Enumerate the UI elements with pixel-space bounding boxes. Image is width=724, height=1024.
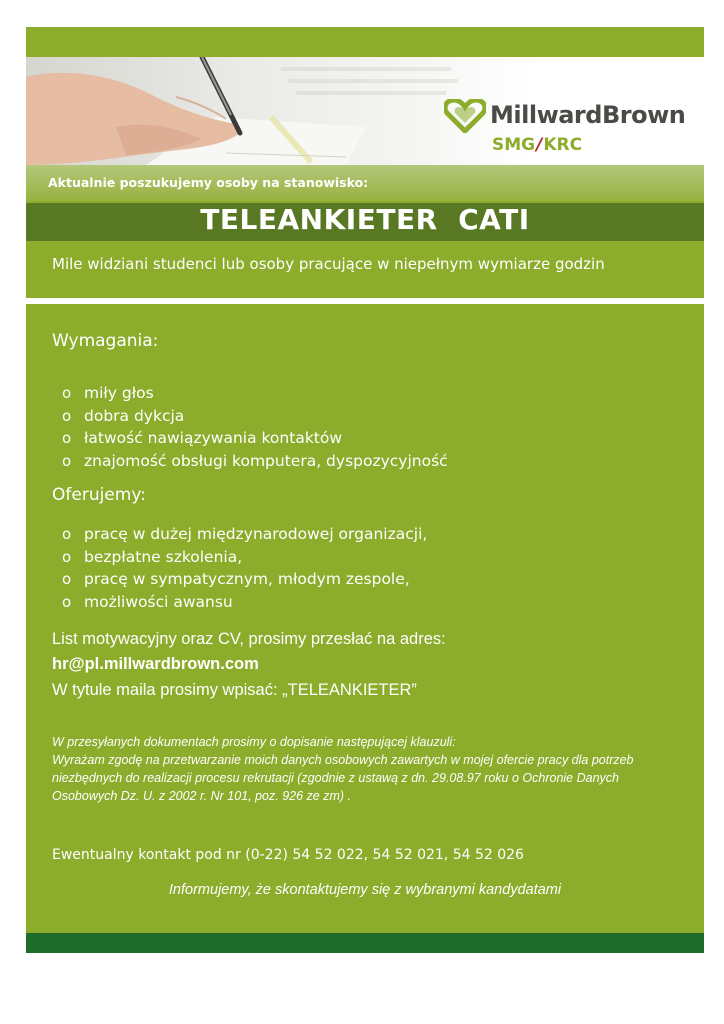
list-item bbox=[62, 591, 427, 614]
list-item bbox=[62, 427, 448, 450]
logo-name: MillwardBrown bbox=[490, 101, 686, 129]
offer-text: możliwości awansu bbox=[84, 592, 233, 611]
list-item bbox=[62, 382, 448, 405]
clause-line: W przesyłanych dokumentach prosimy o dopisanie następującej klauzuli: bbox=[52, 735, 456, 749]
bullet-icon: o bbox=[62, 570, 72, 588]
welcome-subtitle: Mile widziani studenci lub osoby pracujące w niepełnym wymiarze godzin bbox=[52, 255, 605, 273]
offer-list bbox=[62, 523, 427, 613]
requirements-heading: Wymagania: bbox=[52, 331, 159, 351]
heart-logo-icon bbox=[444, 99, 486, 133]
list-item bbox=[62, 405, 448, 428]
job-title: TELEANKIETER CATI bbox=[200, 203, 530, 236]
top-green-band bbox=[26, 27, 704, 57]
bullet-icon: o bbox=[62, 406, 72, 425]
phone-contact: Ewentualny kontakt pod nr (0-22) 54 52 022, 54 52 021, 54 52 026 bbox=[52, 847, 524, 863]
email-subject-instruction: W tytule maila prosimy wpisać: „TELEANKIETER” bbox=[52, 681, 417, 699]
requirement-text: dobra dykcja bbox=[84, 406, 185, 425]
final-note: Informujemy, że skontaktujemy się z wybranymi kandydatami bbox=[168, 882, 562, 898]
requirements-list bbox=[62, 382, 448, 472]
list-item bbox=[62, 523, 427, 546]
millward-brown-logo bbox=[444, 95, 694, 165]
header-photo bbox=[26, 57, 704, 165]
application-instruction: List motywacyjny oraz CV, prosimy przesłać na adres: bbox=[52, 630, 446, 648]
offer-text: bezpłatne szkolenia, bbox=[84, 547, 243, 566]
clause-line: Osobowych Dz. U. z 2002 r. Nr 101, poz. 926 ze zm) . bbox=[52, 789, 351, 803]
list-item bbox=[62, 546, 427, 569]
logo-slash: / bbox=[536, 135, 543, 155]
clause-line: niezbędnych do realizacji procesu rekrutacji (zgodnie z ustawą z dn. 29.08.97 roku o Ochronie Danych bbox=[52, 771, 619, 785]
list-item bbox=[62, 568, 427, 591]
bullet-icon: o bbox=[62, 592, 72, 611]
search-text: Aktualnie poszukujemy osoby na stanowisko: bbox=[48, 175, 369, 190]
bullet-icon: o bbox=[62, 451, 72, 470]
bullet-icon: o bbox=[62, 547, 72, 566]
logo-subtitle bbox=[492, 135, 582, 155]
bullet-icon: o bbox=[62, 429, 72, 447]
search-announcement bbox=[26, 165, 704, 201]
bullet-icon: o bbox=[62, 525, 72, 543]
requirement-text: miły głos bbox=[84, 384, 154, 402]
logo-sub-smg: SMG bbox=[492, 135, 536, 155]
flyer-page bbox=[26, 27, 704, 953]
consent-clause bbox=[52, 733, 692, 805]
footer-bar bbox=[26, 933, 704, 953]
requirement-text: znajomość obsługi komputera, dyspozycyjność bbox=[84, 451, 448, 470]
job-title-bar bbox=[26, 203, 704, 241]
requirement-text: łatwość nawiązywania kontaktów bbox=[84, 429, 343, 447]
clause-line: Wyrażam zgodę na przetwarzanie moich danych osobowych zawartych w mojej ofercie pracy dla potrzeb bbox=[52, 753, 634, 767]
offer-heading: Oferujemy: bbox=[52, 485, 146, 505]
offer-text: pracę w dużej międzynarodowej organizacji, bbox=[84, 525, 428, 543]
offer-text: pracę w sympatycznym, młodym zespole, bbox=[84, 570, 410, 588]
application-email[interactable]: hr@pl.millwardbrown.com bbox=[52, 655, 259, 673]
list-item bbox=[62, 450, 448, 473]
bullet-icon: o bbox=[62, 384, 72, 402]
white-divider bbox=[26, 298, 704, 304]
logo-sub-krc: KRC bbox=[543, 135, 583, 155]
